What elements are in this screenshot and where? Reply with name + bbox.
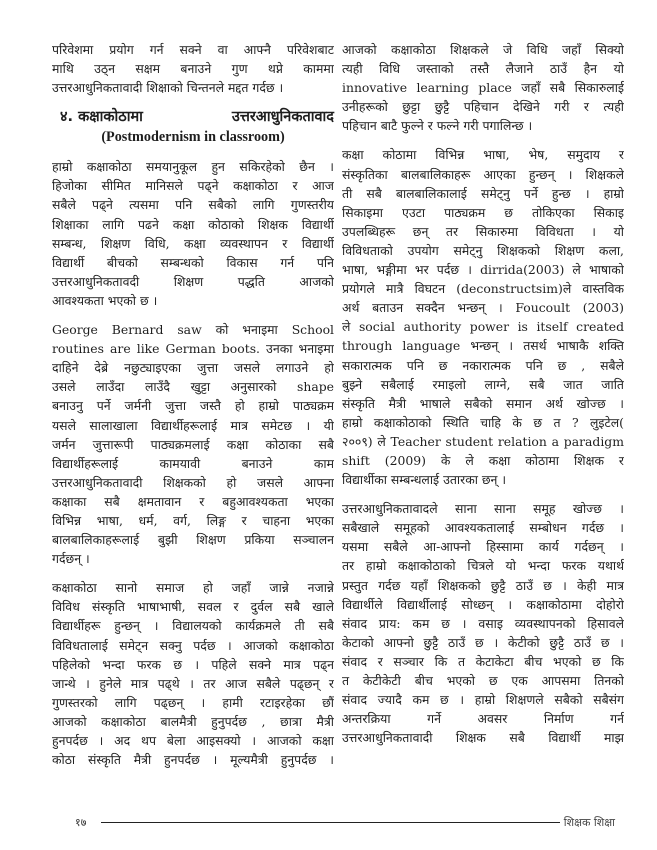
text-line: परिवेशमा प्रयोग गर्न सक्ने वा आफ्नै परिवेशबाट	[52, 42, 334, 57]
paragraph	[52, 320, 334, 568]
text-line: कक्षाकोठा सानो समाज हो जहाँ जान्ने नजान्ने	[52, 580, 334, 596]
text-line: संस्कृति मैत्री भाषाले सबैको समान अर्थ खोज्छ ।	[342, 395, 624, 411]
text-line: आजको कक्षाकोठा शिक्षकले जे विधि जहाँ सिक्यो	[342, 42, 624, 57]
text-line: George Bernard saw को भनाइमा School	[52, 322, 334, 338]
journal-name: शिक्षक शिक्षा	[563, 815, 615, 829]
section-heading-part-2: उत्तरआधुनिकतावाद	[231, 109, 334, 126]
text-line: through language भन्छन् । तसर्थ भाषाकै शक्ति	[342, 338, 624, 354]
text-line: हाम्रो कक्षाकोठाको स्थिति चाहि के छ त ? लुइटेल(	[342, 414, 624, 430]
text-line: बुझ्ने सबैलाई रमाइलो लाग्ने, सबै जात जाति	[342, 376, 624, 392]
text-line: उसले लाउँदा लाउँदै खुट्टा अनुसारको shape	[52, 379, 334, 395]
section-heading-part-1: ४. कक्षाकोठामा	[60, 109, 143, 126]
text-line: ले social authority power is itself created	[342, 319, 624, 335]
text-line: कक्षा कोठामा विभिन्न भाषा, भेष, समुदाय र	[342, 147, 624, 163]
text-line: दाहिने देब्रे नछुट्याइएका जुत्ता जसले लगाउने हो	[52, 360, 334, 376]
text-line: innovative learning place जहाँ सबै सिकारुलाई	[342, 80, 624, 96]
text-line: विद्यार्थीका सम्बन्धलाई उतारका छन् ।	[342, 472, 507, 488]
text-line: प्रयोगले मात्रै विघटन (deconstructsim)ले वास्तविक	[342, 281, 624, 297]
text-line: सबैखाले समूहको आवश्यकतालाई सम्बोधन गर्दछ ।	[342, 520, 624, 536]
text-line: अर्थ बताउन सक्दैन भन्छन् । Foucoult (2003)	[342, 300, 624, 316]
page-footer	[75, 814, 615, 830]
text-line: ती सबै बालबालिकालाई समेट्नु पर्ने हुन्छ । हाम्रो	[342, 185, 624, 201]
text-line: उत्तरआधुनिकतावादी शिक्षक सबै विद्यार्थी माझ	[342, 730, 624, 746]
text-line: विभिन्न भाषा, धर्म, वर्ग, लिङ्ग र चाहना भएका	[52, 512, 334, 528]
text-line: कक्षाका सबै क्षमतावान र बहुआवश्यकता भएका	[52, 493, 334, 509]
text-line: गुणस्तरको लागि पढ्छन् । हामी रटाइरहेका छौं	[52, 694, 334, 710]
text-line: २००९) ले Teacher student relation a paradigm	[342, 433, 624, 449]
paragraph	[52, 157, 334, 310]
text-line: संस्कृतिका बालबालिकाहरू आएका हुन्छन् । शिक्षकले	[342, 166, 624, 182]
text-line: सम्बन्ध, शिक्षण विधि, कक्षा व्यवस्थापन र विद्यार्थी	[52, 235, 334, 251]
paragraph	[342, 145, 624, 489]
text-line: जर्मन जुत्तारूपी पाठ्यक्रमलाई कक्षा कोठाका सबै	[52, 436, 334, 452]
text-line: यसमा सबैले आ-आफ्नो हिस्सामा कार्य गर्दछन् ।	[342, 539, 624, 555]
text-line: त केटीकेटी बीच भएको छ एक आपसमा तिनको	[342, 673, 624, 688]
section-subtitle: (Postmodernism in classroom)	[101, 129, 285, 146]
left-column	[52, 40, 334, 779]
text-line: उपलब्धिहरू छन् तर सिकारुमा विविधता । यो	[342, 223, 624, 239]
text-line: प्रस्तुत गर्दछ यहाँ शिक्षकको छुट्टै ठाउँ छ । केही मात्र	[342, 577, 624, 593]
text-line: सकारात्मक पनि छ नकारात्मक पनि छ , सबैले	[342, 357, 624, 373]
section-heading	[52, 107, 334, 127]
text-line: विद्यार्थीले विद्यार्थीलाई सोध्छन् । कक्षाकोठामा दोहोरो	[342, 596, 624, 612]
text-line: बनाउनु पर्ने जर्मनी जुत्ता जस्तै हो हाम्रो पाठ्यक्रम	[52, 398, 334, 414]
text-line: विविधतालाई समेट्न सक्नु पर्दछ । आजको कक्षाकोठा	[52, 637, 334, 653]
text-line: भाषा, भङ्गीमा भर पर्दछ । dirrida(2003) ले भाषाको	[342, 262, 624, 278]
text-line: माथि उठ्न सक्षम बनाउने गुण थप्ने काममा	[52, 61, 334, 77]
text-line: उत्तरआधुनिकतावादी शिक्षकको हो जसले आफ्ना	[52, 474, 334, 490]
text-line: कोठा संस्कृति मैत्री हुनपर्दछ । मूल्यमैत्री हुनुपर्दछ ।	[52, 752, 334, 768]
text-line: shift (2009) के ले कक्षा कोठामा शिक्षक र	[342, 452, 624, 468]
text-line: सबैले पढ्ने त्यसमा पनि सबैको लागि गुणस्तरीय	[52, 197, 334, 213]
text-line: विविध संस्कृति भाषाभाषी, सवल र दुर्वल सबै खाले	[52, 599, 334, 615]
text-line: जान्थे । हुनेले मात्र पढ्थे । तर आज सबैले पढ्छन् र	[52, 675, 334, 691]
text-line: तर हाम्रो कक्षाकोठाको चित्रले यो भन्दा फरक यथार्थ	[342, 558, 624, 574]
text-line: विद्यार्थी बीचको सम्बन्धको विकास गर्न पनि	[52, 254, 334, 270]
text-line: शिक्षाका लागि पढने कक्षा कोठाको शिक्षक विद्यार्थी	[52, 216, 334, 232]
text-line: उत्तरआधुनिकतावादी शिक्षाको चिन्तनले मद्दत गर्दछ ।	[52, 80, 284, 96]
text-line: हिजोका सीमित मानिसले पढ्ने कक्षाकोठा र आज	[52, 178, 334, 194]
paragraph	[342, 40, 624, 135]
text-line: अन्तरक्रिया गर्ने अवसर निर्माण गर्न	[342, 711, 624, 727]
text-line: हुनपर्दछ । अद थप बेला आइसक्यो । आजको कक्षा	[52, 733, 334, 748]
text-line: हाम्रो कक्षाकोठा समयानुकूल हुन सकिरहेको छैन ।	[52, 159, 334, 175]
right-column	[342, 40, 624, 757]
text-line: संवाद प्राय: कम छ । वसाइ व्यवस्थापनको हिसावले	[342, 615, 624, 631]
text-line: पहिचान बाटै फुल्ने र फल्ने गरी पगालिन्छ ।	[342, 118, 533, 134]
text-line: विविधताको उपयोग समेट्नु शिक्षकको शिक्षण कला,	[342, 242, 624, 258]
text-line: पहिलेको भन्दा फरक छ । पहिले सक्ने मात्र पढ्न	[52, 656, 334, 672]
text-line: केटाको आफ्नो छुट्टै ठाउँ छ । केटीको छुट्टै ठाउँ छ ।	[342, 634, 624, 650]
text-line: संवाद ज्यादै कम छ । हाम्रो शिक्षणले सबैको सबैसंग	[342, 692, 624, 708]
text-line: सिकाइमा एउटा पाठ्यक्रम छ तोकिएका सिकाइ	[342, 204, 624, 220]
text-line: बालबालिकाहरूलाई बुझी शिक्षण प्रकिया सञ्चालन	[52, 532, 334, 548]
text-line: संवाद र सञ्चार कि त केटाकेटा बीच भएको छ कि	[342, 653, 624, 669]
intro-paragraph	[52, 40, 334, 97]
text-line: आजको कक्षाकोठा बालमैत्री हुनुपर्दछ , छात्रा मैत्री	[52, 713, 334, 729]
text-line: उत्तरआधुनिकतावदी शिक्षण पद्धति आजको	[52, 273, 334, 289]
text-line: routines are like German boots. उनका भनाइमा	[52, 341, 334, 357]
text-line: विद्यार्थीहरू हुन्छन् । विद्यालयको कार्यक्रमले ती सबै	[52, 618, 334, 634]
text-line: आवश्यकता भएको छ ।	[52, 292, 158, 308]
text-line: उत्तरआधुनिकतावादले साना साना समूह खोज्छ ।	[342, 501, 624, 517]
text-line: गर्दछन् ।	[52, 551, 90, 567]
paragraph	[342, 499, 624, 747]
text-line: विद्यार्थीहरूलाई कामयावी बनाउने काम	[52, 455, 334, 471]
footer-rule	[101, 822, 560, 823]
text-line: उनीहरूको छुट्टा छुट्टै पहिचान देखिने गरी र त्यही	[342, 99, 624, 115]
text-line: त्यही विधि जस्ताको तस्तै लैजाने ठाउँ हैन यो	[342, 61, 624, 77]
text-line: यसले सालाखाला विद्यार्थीहरूलाई मात्र समेटछ । यी	[52, 417, 334, 433]
paragraph	[52, 578, 334, 769]
page-number: १७	[75, 815, 87, 829]
